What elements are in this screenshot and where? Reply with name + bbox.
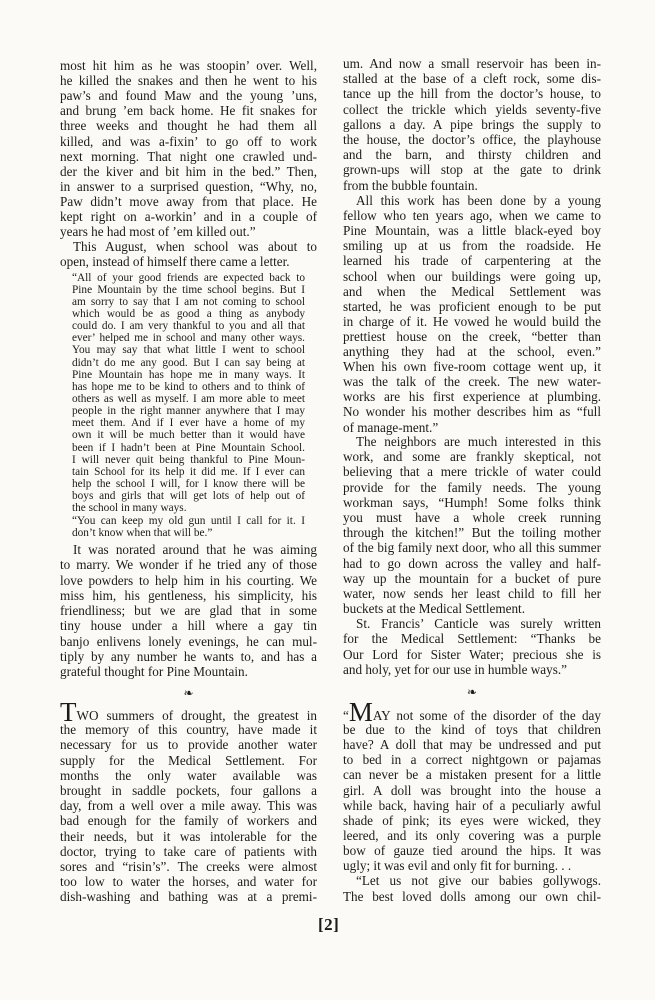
text-line: girl. A doll was brought into the house a	[343, 782, 601, 798]
text-line: meet them. And if I ever have a home of my	[72, 417, 305, 430]
text-line: You may say that what little I went to school	[72, 344, 305, 357]
text-line: school when our buildings were going up,	[343, 268, 601, 284]
text-line: from the bubble fountain.	[343, 177, 478, 193]
text-line: open, instead of himself there came a letter.	[60, 254, 290, 270]
text-line: This August, when school was about to	[73, 239, 317, 254]
text-line: could do. I am very thankful to you and all that	[72, 320, 305, 333]
text-line: next morning. That night one crawled und-	[60, 148, 317, 164]
text-line: learned his trade of carpentering at the	[343, 253, 601, 269]
text-line: prettiest house on the creek, “better than	[343, 328, 601, 344]
text-line: tain School for its help it did me. If I ever can	[72, 465, 305, 478]
text-line: way up the mountain for a bucket of pure	[343, 570, 601, 586]
text-line: anything they had at the school, even.”	[343, 344, 601, 359]
text-line: started, he was proficient enough to be put	[343, 298, 601, 314]
text-line: ever’ helped me in school and many other ways.	[72, 332, 305, 345]
text-line: stalled at the base of a cleft rock, some dis-	[343, 71, 601, 87]
text-line: in answer to a surprised question, “Why, no,	[60, 178, 317, 194]
text-line: banjo enlivens lonely evenings, he can mul-	[60, 633, 317, 649]
text-line: It was norated around that he was aiming	[73, 542, 317, 557]
text-line: have? A doll that may be undressed and put	[343, 737, 601, 753]
text-line: collect the trickle which yields seventy-five	[343, 101, 601, 117]
text-line: St. Francis’ Canticle was surely written	[356, 616, 601, 631]
text-line: months the only water available was	[60, 767, 317, 783]
text-line: too low to water the horses, and water for	[60, 874, 317, 890]
text-line: supply for the Medical Settlement. For	[60, 752, 317, 768]
text-line: which would be as good a thing as anybody	[72, 307, 305, 320]
text-line: paw’s and found Maw and the young ’uns,	[60, 88, 317, 104]
text-line: der the kiver and bit him in the bed.” Then,	[60, 163, 317, 179]
text-line: friendliness; but we are glad that in some	[60, 603, 317, 618]
text-line: had to go down across the valley and half-	[343, 555, 601, 571]
text-line: didn’t do me any good. But I can say being at	[72, 356, 305, 369]
text-line: believing that a mere trickle of water could	[343, 464, 601, 480]
text-line: kept right on a-workin’ and in a couple of	[60, 209, 317, 224]
text-line: bad enough for the family of workers and	[60, 813, 317, 829]
text-line: don’t know when that will be.”	[72, 526, 213, 539]
text-line: to marry. We wonder if he tried any of those	[60, 557, 317, 573]
text-line: TWO summers of drought, the greatest in	[60, 697, 317, 727]
text-line: tiply by any number he wants to, and has a	[60, 648, 317, 664]
text-line: he killed the snakes and then he went to his	[60, 73, 317, 89]
text-line: I will never quit being thankful to Pine Moun-	[72, 453, 305, 466]
text-line: Pine Mountain has hope me in many ways. It	[72, 368, 305, 381]
text-line: own it will be much better than it would have	[72, 429, 305, 442]
text-line: works are his first experience at plumbing.	[343, 389, 601, 405]
text-line: in charge of it. He vowed he would build the	[343, 313, 601, 329]
text-line: The neighbors are much interested in this	[356, 434, 601, 449]
text-line: tance up the hill from the doctor’s house, to	[343, 86, 601, 102]
text-line: Our Lord for Sister Water; precious she is	[343, 646, 601, 662]
text-line: can never be a mistaken present for a little	[343, 767, 601, 783]
text-line: buckets at the Medical Settlement.	[343, 601, 526, 617]
text-line: fellow who ten years ago, when we came to	[343, 208, 601, 224]
text-line: Pine Mountain by the time school begins. But I	[72, 283, 305, 296]
text-line: um. And now a small reservoir has been in-	[343, 56, 601, 71]
text-line: years he had most of ’em killed out.”	[60, 224, 256, 240]
text-line: for the Medical Settlement: “Thanks be	[343, 631, 601, 647]
text-line: day, from a well over a mile away. This was	[60, 798, 317, 814]
text-line: through the kitchen!” But the toiling mother	[343, 525, 601, 541]
text-line: while back, having hair of a peculiarly awful	[343, 797, 601, 813]
text-line: help the school I will, for I know there will be	[72, 478, 305, 491]
text-line: water, now sends her least child to fill her	[343, 586, 601, 601]
text-line: has hope me to be kind to others and to think of	[72, 380, 305, 393]
text-line: gallons a day. A pipe brings the supply to	[343, 116, 601, 132]
text-line: provide for the family needs. The young	[343, 479, 601, 495]
text-line: most hit him as he was stoopin’ over. Well,	[60, 58, 317, 73]
text-line: “Let us not give our babies gollywogs.	[356, 873, 601, 888]
fleuron-icon: ❧	[183, 686, 194, 700]
drop-cap: M	[348, 697, 373, 727]
text-line: the school in many ways.	[72, 502, 187, 515]
fleuron-icon: ❧	[466, 685, 478, 699]
text-line: love powders to help him in his courting. We	[60, 572, 317, 588]
text-line: necessary for us to provide another water	[60, 737, 317, 753]
text-line: grown-ups will stop at the gate to drink	[343, 162, 601, 178]
text-line: “MAY not some of the disorder of the day	[343, 697, 601, 727]
text-line: boys and girls that will get lots of help out of	[72, 490, 305, 503]
text-line: was the talk of the creek. The new water-	[343, 374, 601, 390]
text-line: am sorry to say that I am not coming to school	[72, 295, 305, 308]
text-line: grateful thought for Pine Mountain.	[60, 664, 248, 679]
text-line: been if I hadn’t been at Pine Mountain School.	[72, 441, 305, 454]
text-line: leered, and its only covering was a purple	[343, 827, 601, 843]
text-line: be due to the kind of toys that children	[343, 722, 601, 738]
text-line: killed, and was a-fixin’ to go off to work	[60, 133, 317, 149]
text-line: “You can keep my old gun until I call for it. I	[72, 514, 305, 527]
text-line: brought in saddle pockets, four gallons a	[60, 783, 317, 798]
text-line: the house, the doctor’s office, the playhouse	[343, 132, 601, 147]
text-line: The best loved dolls among our own chil-	[343, 888, 601, 904]
drop-cap: T	[60, 697, 77, 727]
text-line: people in the right manner anywhere that I may	[72, 405, 305, 418]
text-line: When his own five-room cottage went up, it	[343, 359, 601, 375]
text-line: three weeks and thought he had them all	[60, 118, 317, 134]
text-line: others as well as myself. I am more able to meet	[72, 393, 305, 405]
text-line: you must have a whole creek running	[343, 510, 601, 525]
text-line: workman says, “Humph! Some folks think	[343, 494, 601, 510]
text-line: bow of gauze tied around the hips. It was	[343, 842, 601, 858]
text-line: and when the Medical Settlement was	[343, 283, 601, 299]
text-line: All this work has been done by a young	[356, 193, 601, 208]
text-line: their needs, but it was intolerable for the	[60, 828, 317, 844]
text-line: of manage-ment.”	[343, 419, 439, 435]
text-line: tiny house under a hill where a gay tin	[60, 618, 317, 634]
text-line: doctor, trying to take care of patients with	[60, 843, 317, 859]
text-line: and the barn, and thirsty children and	[343, 147, 601, 163]
text-line: of the big family next door, who all this summer	[343, 540, 601, 556]
text-line: sores and “risin’s”. The creeks were almost	[60, 859, 317, 874]
text-line: No wonder his mother describes him as “full	[343, 404, 601, 420]
text-line: and brung ’em back home. He fit snakes for	[60, 103, 317, 119]
text-line: and holy, yet for our use in humble ways.”	[343, 661, 568, 677]
text-line: Pine Mountain, was a little black-eyed boy	[343, 223, 601, 239]
right-column	[343, 0, 601, 1000]
text-line: Paw didn’t move away from that place. He	[60, 193, 317, 209]
text-line: to bed in a correct nightgown or pajamas	[343, 752, 601, 768]
left-column	[60, 0, 317, 1000]
page-number: [2]	[318, 915, 340, 934]
text-line: the memory of this country, have made it	[60, 722, 317, 738]
text-line: work, and some are frankly skeptical, not	[343, 449, 601, 465]
text-line: dish-washing and bathing was at a premi-	[60, 889, 317, 905]
text-line: miss him, his gentleness, his simplicity, his	[60, 587, 317, 603]
text-line: ugly; it was evil and only fit for burning. . .	[343, 858, 572, 873]
text-line: shade of pink; its eyes were wicked, they	[343, 812, 601, 828]
text-line: “All of your good friends are expected back to	[72, 271, 305, 284]
text-line: smiling up at us from the roadside. He	[343, 238, 601, 254]
